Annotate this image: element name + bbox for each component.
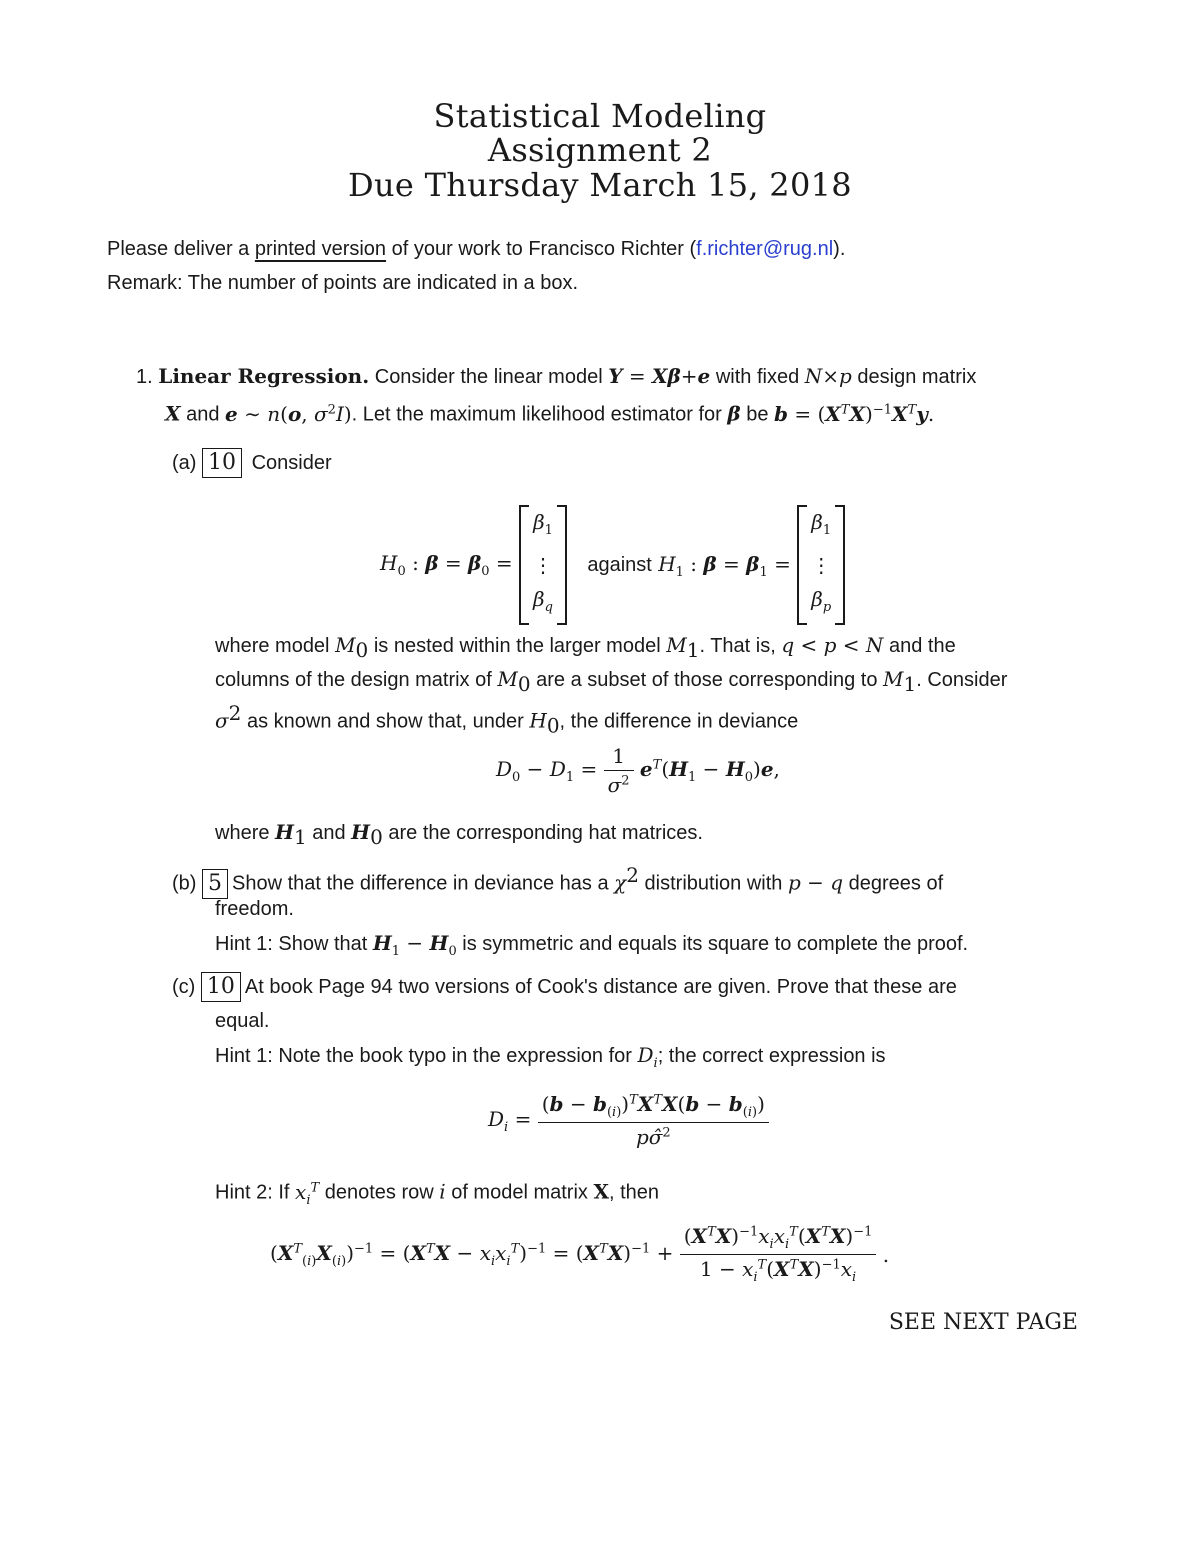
pa-text: is nested within the larger model [368, 635, 667, 657]
pc-text: denotes row [319, 1181, 440, 1204]
pb-text: distribution with [638, 872, 788, 895]
pb-text: Hint 1: Show that [215, 933, 373, 955]
deviance-equation: $D_0 - D_1$ = $\frac{1}{\sigma^2}$ $e^T(H_1 - H_0)e$, [496, 744, 780, 797]
pa-text: are the corresponding hat matrices. [382, 822, 703, 844]
part-a-header [172, 446, 332, 480]
part-a-line-2: columns of the design matrix of $M_0$ are a subset of those corresponding to $M_1$. Consider [215, 667, 1008, 696]
points-box: 10 [201, 972, 241, 1002]
email-link[interactable]: f.richter@rug.nl [696, 238, 834, 260]
pa-text: , the difference in deviance [559, 710, 799, 733]
question-number: 1. [136, 366, 153, 388]
part-a-label: (a) [172, 452, 197, 474]
question-1-line-1: 1. Linear Regression. Consider the linear model Y = Xβ+e with fixed N×p design matrix [136, 364, 977, 388]
pa-text: where model [215, 635, 336, 657]
pa-text: and [306, 822, 352, 844]
beta1-vector: $\beta_1$ ⋮ $\beta_p$ [797, 505, 845, 625]
see-next-page: SEE NEXT PAGE [888, 1310, 1078, 1335]
points-box: 5 [202, 869, 228, 899]
pb-text: Show that the difference in deviance has a [232, 872, 615, 895]
delivery-suffix: ). [833, 238, 846, 260]
q1-text: Consider the linear model [369, 366, 609, 388]
q1-text: with fixed [710, 366, 805, 388]
part-b-label: (b) [172, 872, 197, 895]
pc-text: Hint 1: Note the book typo in the expression for [215, 1045, 638, 1067]
delivery-instructions [107, 232, 845, 266]
pc-text: ; the correct expression is [657, 1045, 886, 1067]
q1-text: be [740, 403, 774, 426]
inverse-identity-equation: $(X^T_{(i)}X_{(i)})^{-1} = (X^TX - x_ix_i^T)^{-1} = (X^TX)^{-1}$ + $\frac{(X^TX)^{-1}x_ix_i^T(X^TX)^{-1}}{1 - x_i^T(X^TX)^{-1}x_i}$ . [270, 1224, 890, 1285]
pa-text: as known and show that, under [241, 710, 530, 733]
hypothesis-equation: $H_0$ : $\beta = \beta_0$ = $\beta_1$ ⋮ $\beta_q$ against $H_1$ : $\beta = \beta_1$ = $\beta_1$ ⋮ $\beta_p$ [380, 505, 845, 625]
question-heading: Linear Regression. [158, 364, 370, 388]
pc-text: , then [609, 1181, 660, 1204]
part-c-hint-1: Hint 1: Note the book typo in the expression for $D_i$; the correct expression is [215, 1043, 886, 1071]
q1-text: and [180, 403, 226, 426]
pa-text: where [215, 822, 276, 844]
pa-text: columns of the design matrix of [215, 669, 498, 691]
course-title: Statistical Modeling [433, 97, 767, 135]
pa-text: . Consider [916, 669, 1008, 691]
pb-text: is symmetric and equals its square to complete the proof. [456, 933, 969, 955]
beta0-vector: $\beta_1$ ⋮ $\beta_q$ [519, 505, 567, 625]
printed-version-text: printed version [254, 238, 387, 260]
remark: Remark: The number of points are indicated in a box. [107, 272, 578, 294]
pc-text: of model matrix [445, 1181, 594, 1204]
assignment-title: Assignment 2 [487, 131, 713, 169]
part-c-line-2: equal. [215, 1010, 270, 1032]
part-b-hint: Hint 1: Show that $H_1 - H_0$ is symmetric and equals its square to complete the proof. [215, 931, 969, 959]
points-box: 10 [202, 448, 242, 478]
against-text: against [587, 554, 652, 576]
pc-text: Hint 2: If [215, 1181, 296, 1204]
part-b-line-2: freedom. [215, 898, 294, 920]
pb-text: degrees of [843, 872, 944, 895]
part-a-line-1: where model $M_0$ is nested within the larger model $M_1$. That is, q < p < N and the [215, 633, 956, 662]
pa-text: . That is, [699, 635, 782, 657]
part-a-intro: Consider [251, 452, 332, 474]
pa-text: are a subset of those corresponding to [530, 669, 884, 691]
cooks-distance-equation: $D_i$ = $\frac{(b - b_{(i)})^TX^TX(b - b_{(i)})}{p\sigmâ^2}$ [488, 1092, 769, 1149]
part-c-line-1 [172, 970, 957, 1004]
pa-text: and the [883, 635, 956, 657]
due-date: Due Thursday March 15, 2018 [348, 166, 852, 204]
question-1-line-2: X and e ∼ n(o, $\sigma^2I$). Let the maximum likelihood estimator for β be $b = (X^TX)^{-1}X^Ty$. [165, 401, 935, 426]
q1-text: design matrix [851, 366, 977, 388]
part-a-line-4: where $H_1$ and $H_0$ are the corresponding hat matrices. [215, 820, 703, 849]
q1-text: . Let the maximum likelihood estimator for [351, 403, 728, 426]
part-c-hint-2: Hint 2: If $x_i^T$ denotes row i of model matrix X, then [215, 1179, 660, 1208]
pc-text: At book Page 94 two versions of Cook's distance are given. Prove that these are [244, 976, 957, 998]
part-b-line-1: (b) 5 Show that the difference in deviance has a $\chi^2$ distribution with p − q degrees of [172, 858, 943, 901]
part-a-line-3: $\sigma^2$ as known and show that, under $H_0$, the difference in deviance [215, 701, 799, 738]
delivery-middle: of your work to Francisco Richter ( [386, 238, 697, 260]
part-c-label: (c) [172, 976, 196, 998]
delivery-prefix: Please deliver a [107, 238, 255, 260]
